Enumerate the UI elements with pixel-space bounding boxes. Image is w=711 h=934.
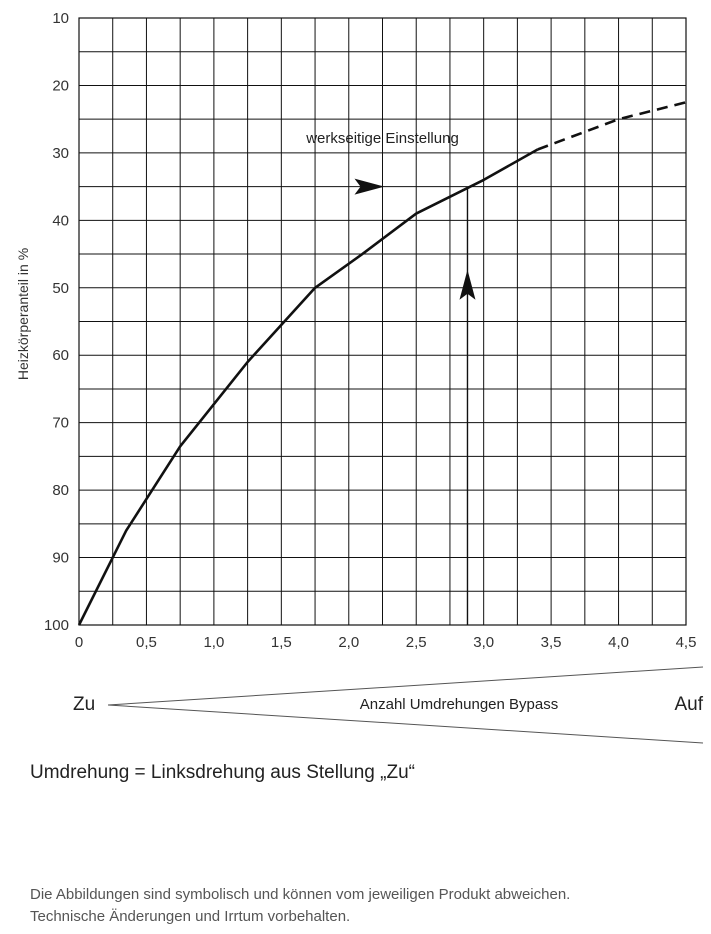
y-tick-label: 80 <box>52 482 69 500</box>
y-tick-labels <box>44 10 69 634</box>
curve-dashed <box>538 102 686 149</box>
x-tick-label: 2,0 <box>338 634 360 651</box>
wedge-left-label: Zu <box>73 694 96 715</box>
x-tick-label: 0,5 <box>136 634 157 651</box>
x-tick-label: 0 <box>74 634 84 651</box>
x-tick-label: 3,0 <box>473 634 495 651</box>
wedge <box>73 667 704 743</box>
disclaimer-line-2: Technische Änderungen und Irrtum vorbehalten. <box>30 908 351 925</box>
annotation-label: werkseitige Einstellung <box>306 129 459 147</box>
y-tick-label: 20 <box>52 77 69 95</box>
y-tick-label: 90 <box>52 549 69 567</box>
rotation-note: Umdrehung = Linksdrehung aus Stellung „Zu“ <box>30 762 415 783</box>
wedge-right-label: Auf <box>674 694 703 715</box>
x-tick-label: 1,5 <box>270 634 292 651</box>
y-axis-label: Heizkörperanteil in % <box>15 247 31 381</box>
y-tick-label: 70 <box>52 414 69 432</box>
disclaimer <box>30 884 570 928</box>
y-tick-label: 30 <box>52 144 69 162</box>
wedge-center-label: Anzahl Umdrehungen Bypass <box>359 696 559 713</box>
x-tick-label: 1,0 <box>203 634 225 651</box>
grid <box>79 18 686 625</box>
y-tick-label: 60 <box>52 347 69 365</box>
disclaimer-line-1: Die Abbildungen sind symbolisch und können vom jeweiligen Produkt abweichen. <box>30 886 571 903</box>
y-tick-label: 100 <box>43 617 69 634</box>
x-tick-label: 3,5 <box>540 634 562 651</box>
y-tick-label: 50 <box>52 279 69 297</box>
x-tick-label: 2,5 <box>405 634 427 651</box>
x-tick-label: 4,0 <box>608 634 629 651</box>
y-tick-label: 40 <box>52 212 69 230</box>
x-tick-labels <box>75 634 697 651</box>
x-tick-label: 4,5 <box>675 634 697 651</box>
y-tick-label: 10 <box>52 10 69 27</box>
